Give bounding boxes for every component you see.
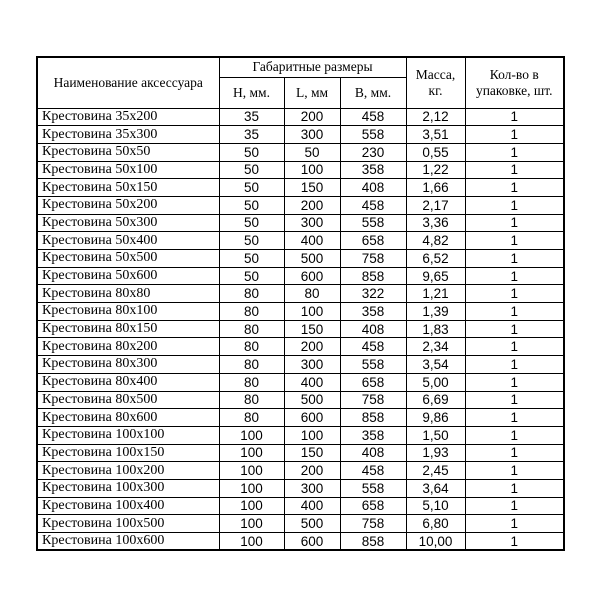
cell-l-mm: 500 bbox=[284, 250, 340, 268]
table-row bbox=[37, 108, 564, 126]
cell-accessory-name: Крестовина 80x100 bbox=[37, 303, 219, 321]
cell-mass-kg: 5,00 bbox=[406, 373, 465, 391]
cell-qty-per-pack: 1 bbox=[465, 497, 564, 515]
cell-mass-kg: 1,21 bbox=[406, 285, 465, 303]
table-row bbox=[37, 232, 564, 250]
cell-l-mm: 100 bbox=[284, 426, 340, 444]
table-row bbox=[37, 479, 564, 497]
cell-l-mm: 400 bbox=[284, 497, 340, 515]
table-row bbox=[37, 497, 564, 515]
cell-b-mm: 408 bbox=[340, 320, 406, 338]
accessory-table-body bbox=[37, 108, 564, 550]
cell-h-mm: 100 bbox=[219, 444, 284, 462]
cell-b-mm: 558 bbox=[340, 126, 406, 144]
cell-mass-kg: 6,69 bbox=[406, 391, 465, 409]
cell-qty-per-pack: 1 bbox=[465, 533, 564, 551]
cell-l-mm: 300 bbox=[284, 479, 340, 497]
cell-qty-per-pack: 1 bbox=[465, 232, 564, 250]
cell-accessory-name: Крестовина 100x150 bbox=[37, 444, 219, 462]
cell-mass-kg: 2,12 bbox=[406, 108, 465, 126]
table-row bbox=[37, 533, 564, 551]
cell-b-mm: 758 bbox=[340, 515, 406, 533]
cell-accessory-name: Крестовина 35x200 bbox=[37, 108, 219, 126]
cell-qty-per-pack: 1 bbox=[465, 143, 564, 161]
cell-qty-per-pack: 1 bbox=[465, 161, 564, 179]
cell-mass-kg: 3,51 bbox=[406, 126, 465, 144]
cell-accessory-name: Крестовина 35x300 bbox=[37, 126, 219, 144]
cell-h-mm: 50 bbox=[219, 267, 284, 285]
table-row bbox=[37, 143, 564, 161]
table-row bbox=[37, 409, 564, 427]
cell-qty-per-pack: 1 bbox=[465, 250, 564, 268]
cell-b-mm: 458 bbox=[340, 108, 406, 126]
header-l-mm: L, мм bbox=[284, 77, 340, 108]
cell-l-mm: 400 bbox=[284, 232, 340, 250]
cell-b-mm: 458 bbox=[340, 462, 406, 480]
cell-accessory-name: Крестовина 100x300 bbox=[37, 479, 219, 497]
cell-l-mm: 200 bbox=[284, 196, 340, 214]
cell-accessory-name: Крестовина 50x300 bbox=[37, 214, 219, 232]
cell-qty-per-pack: 1 bbox=[465, 356, 564, 374]
table-row bbox=[37, 179, 564, 197]
cell-mass-kg: 6,52 bbox=[406, 250, 465, 268]
cell-accessory-name: Крестовина 100x500 bbox=[37, 515, 219, 533]
cell-h-mm: 35 bbox=[219, 108, 284, 126]
cell-accessory-name: Крестовина 80x600 bbox=[37, 409, 219, 427]
table-row bbox=[37, 373, 564, 391]
cell-mass-kg: 1,93 bbox=[406, 444, 465, 462]
header-accessory-name: Наименование аксессуара bbox=[37, 57, 219, 108]
cell-l-mm: 500 bbox=[284, 391, 340, 409]
cell-mass-kg: 4,82 bbox=[406, 232, 465, 250]
cell-b-mm: 658 bbox=[340, 373, 406, 391]
cell-h-mm: 100 bbox=[219, 479, 284, 497]
cell-b-mm: 558 bbox=[340, 214, 406, 232]
cell-h-mm: 100 bbox=[219, 515, 284, 533]
table-row bbox=[37, 338, 564, 356]
cell-b-mm: 358 bbox=[340, 426, 406, 444]
cell-h-mm: 100 bbox=[219, 426, 284, 444]
cell-b-mm: 658 bbox=[340, 232, 406, 250]
cell-accessory-name: Крестовина 50x200 bbox=[37, 196, 219, 214]
cell-mass-kg: 5,10 bbox=[406, 497, 465, 515]
cell-b-mm: 558 bbox=[340, 479, 406, 497]
cell-qty-per-pack: 1 bbox=[465, 373, 564, 391]
cell-mass-kg: 3,54 bbox=[406, 356, 465, 374]
header-qty-per-pack: Кол-во в упаковке, шт. bbox=[465, 57, 564, 108]
cell-accessory-name: Крестовина 100x200 bbox=[37, 462, 219, 480]
cell-accessory-name: Крестовина 100x400 bbox=[37, 497, 219, 515]
cell-mass-kg: 1,39 bbox=[406, 303, 465, 321]
cell-l-mm: 600 bbox=[284, 533, 340, 551]
cell-l-mm: 300 bbox=[284, 126, 340, 144]
cell-accessory-name: Крестовина 50x50 bbox=[37, 143, 219, 161]
cell-h-mm: 100 bbox=[219, 497, 284, 515]
table-row bbox=[37, 196, 564, 214]
cell-mass-kg: 3,64 bbox=[406, 479, 465, 497]
cell-l-mm: 80 bbox=[284, 285, 340, 303]
cell-l-mm: 600 bbox=[284, 267, 340, 285]
cell-qty-per-pack: 1 bbox=[465, 320, 564, 338]
cell-l-mm: 300 bbox=[284, 356, 340, 374]
cell-h-mm: 100 bbox=[219, 533, 284, 551]
cell-qty-per-pack: 1 bbox=[465, 515, 564, 533]
cell-l-mm: 150 bbox=[284, 320, 340, 338]
cell-mass-kg: 1,22 bbox=[406, 161, 465, 179]
cell-b-mm: 408 bbox=[340, 179, 406, 197]
cell-l-mm: 200 bbox=[284, 338, 340, 356]
cell-l-mm: 200 bbox=[284, 108, 340, 126]
cell-accessory-name: Крестовина 50x500 bbox=[37, 250, 219, 268]
cell-qty-per-pack: 1 bbox=[465, 267, 564, 285]
header-h-mm: Н, мм. bbox=[219, 77, 284, 108]
header-row-top bbox=[37, 57, 564, 77]
cell-qty-per-pack: 1 bbox=[465, 462, 564, 480]
cell-qty-per-pack: 1 bbox=[465, 285, 564, 303]
cell-mass-kg: 2,45 bbox=[406, 462, 465, 480]
cell-mass-kg: 6,80 bbox=[406, 515, 465, 533]
cell-mass-kg: 9,65 bbox=[406, 267, 465, 285]
table-row bbox=[37, 462, 564, 480]
cell-mass-kg: 1,50 bbox=[406, 426, 465, 444]
cell-mass-kg: 0,55 bbox=[406, 143, 465, 161]
cell-l-mm: 200 bbox=[284, 462, 340, 480]
cell-b-mm: 858 bbox=[340, 267, 406, 285]
cell-h-mm: 80 bbox=[219, 356, 284, 374]
table-row bbox=[37, 161, 564, 179]
cell-qty-per-pack: 1 bbox=[465, 303, 564, 321]
cell-l-mm: 150 bbox=[284, 444, 340, 462]
cell-accessory-name: Крестовина 80x300 bbox=[37, 356, 219, 374]
cell-b-mm: 408 bbox=[340, 444, 406, 462]
cell-accessory-name: Крестовина 80x400 bbox=[37, 373, 219, 391]
cell-h-mm: 50 bbox=[219, 196, 284, 214]
cell-qty-per-pack: 1 bbox=[465, 338, 564, 356]
cell-h-mm: 50 bbox=[219, 143, 284, 161]
cell-accessory-name: Крестовина 100x100 bbox=[37, 426, 219, 444]
cell-b-mm: 858 bbox=[340, 533, 406, 551]
cell-accessory-name: Крестовина 50x400 bbox=[37, 232, 219, 250]
cell-h-mm: 50 bbox=[219, 179, 284, 197]
cell-mass-kg: 3,36 bbox=[406, 214, 465, 232]
table-row bbox=[37, 285, 564, 303]
cell-qty-per-pack: 1 bbox=[465, 426, 564, 444]
cell-qty-per-pack: 1 bbox=[465, 479, 564, 497]
cell-b-mm: 658 bbox=[340, 497, 406, 515]
table-row bbox=[37, 250, 564, 268]
cell-qty-per-pack: 1 bbox=[465, 126, 564, 144]
cell-mass-kg: 1,83 bbox=[406, 320, 465, 338]
cell-b-mm: 458 bbox=[340, 196, 406, 214]
cell-accessory-name: Крестовина 100x600 bbox=[37, 533, 219, 551]
table-row bbox=[37, 126, 564, 144]
cell-accessory-name: Крестовина 50x100 bbox=[37, 161, 219, 179]
table-row bbox=[37, 391, 564, 409]
cell-h-mm: 80 bbox=[219, 320, 284, 338]
cell-h-mm: 35 bbox=[219, 126, 284, 144]
cell-qty-per-pack: 1 bbox=[465, 196, 564, 214]
cell-qty-per-pack: 1 bbox=[465, 108, 564, 126]
header-dimensions-group: Габаритные размеры bbox=[219, 57, 406, 77]
cell-mass-kg: 1,66 bbox=[406, 179, 465, 197]
cell-b-mm: 358 bbox=[340, 161, 406, 179]
cell-l-mm: 100 bbox=[284, 303, 340, 321]
cell-qty-per-pack: 1 bbox=[465, 391, 564, 409]
cell-mass-kg: 9,86 bbox=[406, 409, 465, 427]
table-row bbox=[37, 444, 564, 462]
cell-accessory-name: Крестовина 80x150 bbox=[37, 320, 219, 338]
table-row bbox=[37, 267, 564, 285]
table-row bbox=[37, 214, 564, 232]
table-row bbox=[37, 515, 564, 533]
cell-l-mm: 300 bbox=[284, 214, 340, 232]
cell-b-mm: 858 bbox=[340, 409, 406, 427]
cell-mass-kg: 2,17 bbox=[406, 196, 465, 214]
table-header bbox=[37, 57, 564, 108]
cell-h-mm: 50 bbox=[219, 214, 284, 232]
cell-accessory-name: Крестовина 80x200 bbox=[37, 338, 219, 356]
cell-l-mm: 150 bbox=[284, 179, 340, 197]
cell-qty-per-pack: 1 bbox=[465, 409, 564, 427]
table-row bbox=[37, 303, 564, 321]
accessory-spec-table bbox=[36, 56, 565, 551]
table-row bbox=[37, 320, 564, 338]
table-row bbox=[37, 356, 564, 374]
cell-b-mm: 322 bbox=[340, 285, 406, 303]
cell-h-mm: 80 bbox=[219, 285, 284, 303]
cell-accessory-name: Крестовина 80x80 bbox=[37, 285, 219, 303]
cell-mass-kg: 2,34 bbox=[406, 338, 465, 356]
cell-mass-kg: 10,00 bbox=[406, 533, 465, 551]
cell-qty-per-pack: 1 bbox=[465, 444, 564, 462]
table-row bbox=[37, 426, 564, 444]
cell-b-mm: 758 bbox=[340, 250, 406, 268]
cell-accessory-name: Крестовина 50x600 bbox=[37, 267, 219, 285]
cell-h-mm: 50 bbox=[219, 250, 284, 268]
cell-b-mm: 358 bbox=[340, 303, 406, 321]
cell-h-mm: 100 bbox=[219, 462, 284, 480]
cell-h-mm: 80 bbox=[219, 303, 284, 321]
cell-h-mm: 80 bbox=[219, 391, 284, 409]
cell-accessory-name: Крестовина 50x150 bbox=[37, 179, 219, 197]
cell-h-mm: 50 bbox=[219, 232, 284, 250]
cell-l-mm: 100 bbox=[284, 161, 340, 179]
cell-qty-per-pack: 1 bbox=[465, 179, 564, 197]
cell-l-mm: 400 bbox=[284, 373, 340, 391]
cell-h-mm: 80 bbox=[219, 338, 284, 356]
header-b-mm: В, мм. bbox=[340, 77, 406, 108]
cell-accessory-name: Крестовина 80x500 bbox=[37, 391, 219, 409]
header-mass: Масса, кг. bbox=[406, 57, 465, 108]
cell-h-mm: 50 bbox=[219, 161, 284, 179]
cell-b-mm: 558 bbox=[340, 356, 406, 374]
cell-qty-per-pack: 1 bbox=[465, 214, 564, 232]
cell-l-mm: 50 bbox=[284, 143, 340, 161]
cell-l-mm: 500 bbox=[284, 515, 340, 533]
cell-b-mm: 230 bbox=[340, 143, 406, 161]
cell-l-mm: 600 bbox=[284, 409, 340, 427]
cell-h-mm: 80 bbox=[219, 409, 284, 427]
cell-b-mm: 458 bbox=[340, 338, 406, 356]
cell-b-mm: 758 bbox=[340, 391, 406, 409]
cell-h-mm: 80 bbox=[219, 373, 284, 391]
